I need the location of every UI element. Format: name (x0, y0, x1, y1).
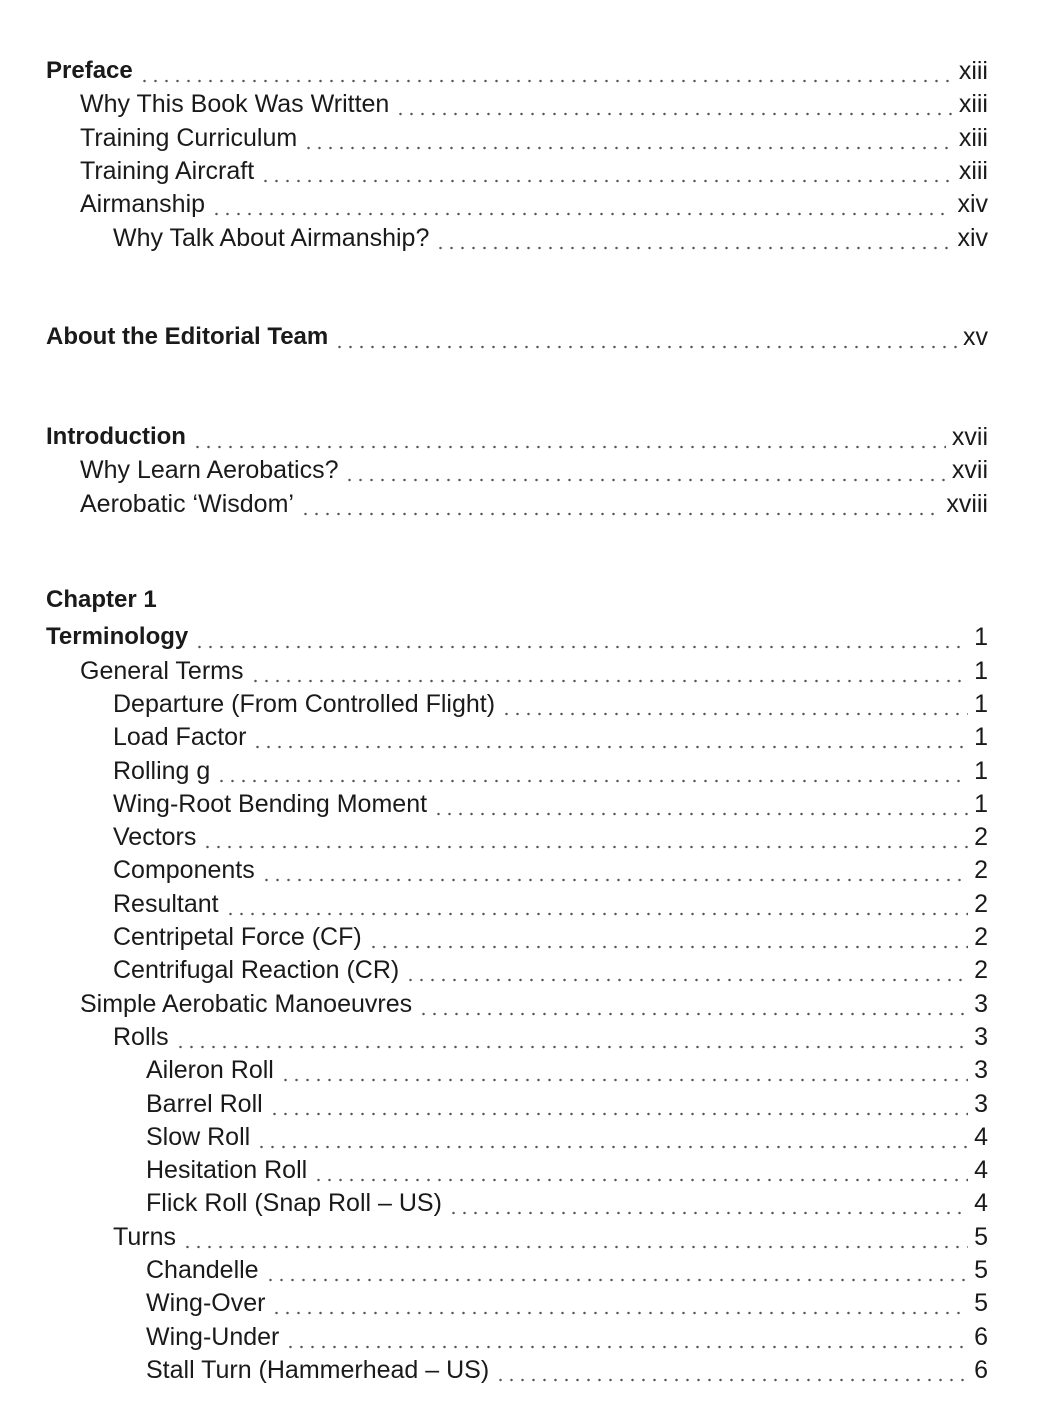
toc-entry-title: Rolls (113, 1022, 169, 1051)
toc-entry[interactable] (0, 618, 988, 652)
toc-entry-title: Airmanship (80, 190, 206, 219)
dot-leader (344, 455, 945, 485)
dot-leader (260, 156, 953, 186)
toc-entry[interactable] (0, 752, 988, 786)
toc-entry[interactable] (0, 685, 988, 719)
toc-entry-page: xiv (957, 223, 988, 252)
toc-entry-page: 1 (974, 723, 988, 752)
dot-leader (216, 756, 968, 786)
toc-entry[interactable] (0, 119, 988, 153)
toc-entry[interactable] (0, 1085, 988, 1119)
toc-entry-title: Stall Turn (Hammerhead – US) (146, 1355, 490, 1384)
toc-entry-title: Introduction (46, 423, 186, 450)
dot-leader (300, 489, 940, 519)
dot-leader (269, 1089, 968, 1119)
toc-entry-page: 4 (974, 1189, 988, 1218)
toc-entry-page: xiii (958, 90, 988, 119)
toc-entry[interactable] (0, 951, 988, 985)
toc-entry[interactable] (0, 1284, 988, 1318)
toc-entry-title: Flick Roll (Snap Roll – US) (146, 1189, 442, 1218)
toc-entry-title: Vectors (113, 823, 197, 852)
toc-entry-title: Resultant (113, 889, 219, 918)
dot-leader (395, 89, 952, 119)
toc-entry-page: 4 (974, 1156, 988, 1185)
toc-entry-title: Why Talk About Airmanship? (113, 223, 430, 252)
dot-leader (495, 1355, 968, 1385)
toc-entry-page: xviii (946, 489, 988, 518)
toc-entry-title: Training Curriculum (80, 123, 298, 152)
toc-entry[interactable] (0, 1051, 988, 1085)
toc-entry[interactable] (0, 52, 988, 86)
dot-leader (175, 1022, 969, 1052)
toc-entry[interactable] (0, 1251, 988, 1285)
toc-entry-title: Slow Roll (146, 1122, 251, 1151)
dot-leader (139, 56, 953, 86)
dot-leader (313, 1155, 968, 1185)
toc-entry-title: Turns (113, 1222, 176, 1251)
toc-entry[interactable] (0, 1184, 988, 1218)
dot-leader (194, 622, 968, 652)
toc-entry-page: 2 (974, 956, 988, 985)
toc-entry-page: 1 (974, 756, 988, 785)
toc-entry[interactable] (0, 1351, 988, 1385)
toc-entry-title: Centrifugal Reaction (CR) (113, 956, 400, 985)
toc-entry[interactable] (0, 885, 988, 919)
toc-entry-title: Aerobatic ‘Wisdom’ (80, 489, 294, 518)
toc-entry-title: Rolling g (113, 756, 211, 785)
dot-leader (271, 1288, 968, 1318)
toc-entry-title: Departure (From Controlled Flight) (113, 689, 496, 718)
toc-entry-page: 2 (974, 823, 988, 852)
toc-entry-page: 1 (974, 656, 988, 685)
dot-leader (285, 1322, 968, 1352)
toc-entry[interactable] (0, 785, 988, 819)
dot-leader (280, 1055, 968, 1085)
dot-leader (265, 1255, 969, 1285)
toc-entry-title: Wing-Over (146, 1289, 266, 1318)
dot-leader (501, 689, 968, 719)
toc-entry[interactable] (0, 1018, 988, 1052)
toc-entry-page: 3 (974, 1056, 988, 1085)
toc-entry[interactable] (0, 851, 988, 885)
dot-leader (202, 822, 968, 852)
toc-entry-title: Why This Book Was Written (80, 90, 390, 119)
toc-entry-page: 3 (974, 989, 988, 1018)
toc-entry[interactable] (0, 818, 988, 852)
toc-entry-title: Terminology (46, 623, 189, 651)
toc-entry-title: About the Editorial Team (46, 323, 329, 350)
dot-leader (405, 955, 968, 985)
toc-entry-page: 3 (974, 1022, 988, 1051)
dot-leader (448, 1188, 968, 1218)
toc-entry-title: Load Factor (113, 723, 247, 752)
toc-entry-page: xv (963, 323, 988, 351)
toc-entry-page: 6 (974, 1322, 988, 1351)
toc-entry[interactable] (0, 418, 988, 452)
toc-entry[interactable] (0, 1151, 988, 1185)
toc-entry[interactable] (0, 718, 988, 752)
toc-entry-page: 5 (974, 1256, 988, 1284)
dot-leader (433, 789, 968, 819)
chapter-heading: Chapter 1 (46, 586, 157, 613)
toc-entry[interactable] (0, 451, 988, 485)
toc-entry-title: Why Learn Aerobatics? (80, 456, 339, 485)
toc-entry-page: xiii (958, 57, 988, 85)
toc-entry-page: 5 (974, 1289, 988, 1318)
toc-entry-title: Aileron Roll (146, 1056, 274, 1085)
toc-entry-page: 1 (974, 623, 988, 652)
dot-leader (192, 422, 946, 452)
toc-entry[interactable] (0, 85, 988, 119)
toc-entry[interactable] (0, 1318, 988, 1352)
toc-entry-page: 6 (974, 1355, 988, 1384)
toc-entry[interactable] (0, 152, 988, 186)
toc-entry[interactable] (0, 985, 988, 1019)
toc-entry[interactable] (0, 1118, 988, 1152)
toc-entry-page: 1 (974, 789, 988, 818)
toc-entry-title: Training Aircraft (80, 156, 255, 185)
toc-entry-title: Wing-Under (146, 1322, 280, 1351)
toc-entry[interactable] (0, 918, 988, 952)
dot-leader (435, 223, 951, 253)
toc-entry-page: 1 (974, 689, 988, 718)
dot-leader (418, 989, 968, 1019)
toc-entry-title: General Terms (80, 656, 244, 685)
toc-entry-title: Wing-Root Bending Moment (113, 789, 428, 818)
dot-leader (225, 889, 968, 919)
toc-entry-page: xiii (958, 123, 988, 152)
toc-entry-title: Components (113, 856, 255, 885)
dot-leader (252, 722, 968, 752)
toc-entry-title: Barrel Roll (146, 1089, 263, 1118)
toc-entry[interactable] (0, 185, 988, 219)
toc-entry-title: Simple Aerobatic Manoeuvres (80, 989, 413, 1018)
toc-entry-page: 2 (974, 889, 988, 918)
dot-leader (211, 189, 951, 219)
toc-entry-page: 5 (974, 1222, 988, 1251)
toc-entry-page: xiv (957, 190, 988, 219)
dot-leader (368, 922, 968, 952)
toc-entry[interactable] (0, 318, 988, 352)
toc-entry[interactable] (0, 485, 988, 519)
toc-entry-page: xiii (958, 156, 988, 185)
dot-leader (303, 123, 953, 153)
dot-leader (182, 1222, 968, 1252)
dot-leader (250, 656, 969, 686)
toc-entry-page: 4 (974, 1122, 988, 1151)
toc-entry-page: 2 (974, 923, 988, 951)
toc-entry-page: xvii (951, 423, 988, 451)
toc-entry[interactable] (0, 219, 988, 253)
toc-entry-title: Chandelle (146, 1256, 259, 1284)
toc-entry-title: Preface (46, 57, 133, 84)
toc-entry[interactable] (0, 1218, 988, 1252)
dot-leader (256, 1122, 968, 1152)
toc-entry-page: xvii (951, 456, 988, 485)
toc-entry-page: 3 (974, 1089, 988, 1118)
toc-entry-title: Centripetal Force (CF) (113, 923, 362, 951)
toc-entry[interactable] (0, 652, 988, 686)
toc-entry-title: Hesitation Roll (146, 1156, 308, 1185)
toc-entry-page: 2 (974, 856, 988, 885)
dot-leader (261, 855, 968, 885)
dot-leader (334, 322, 957, 352)
